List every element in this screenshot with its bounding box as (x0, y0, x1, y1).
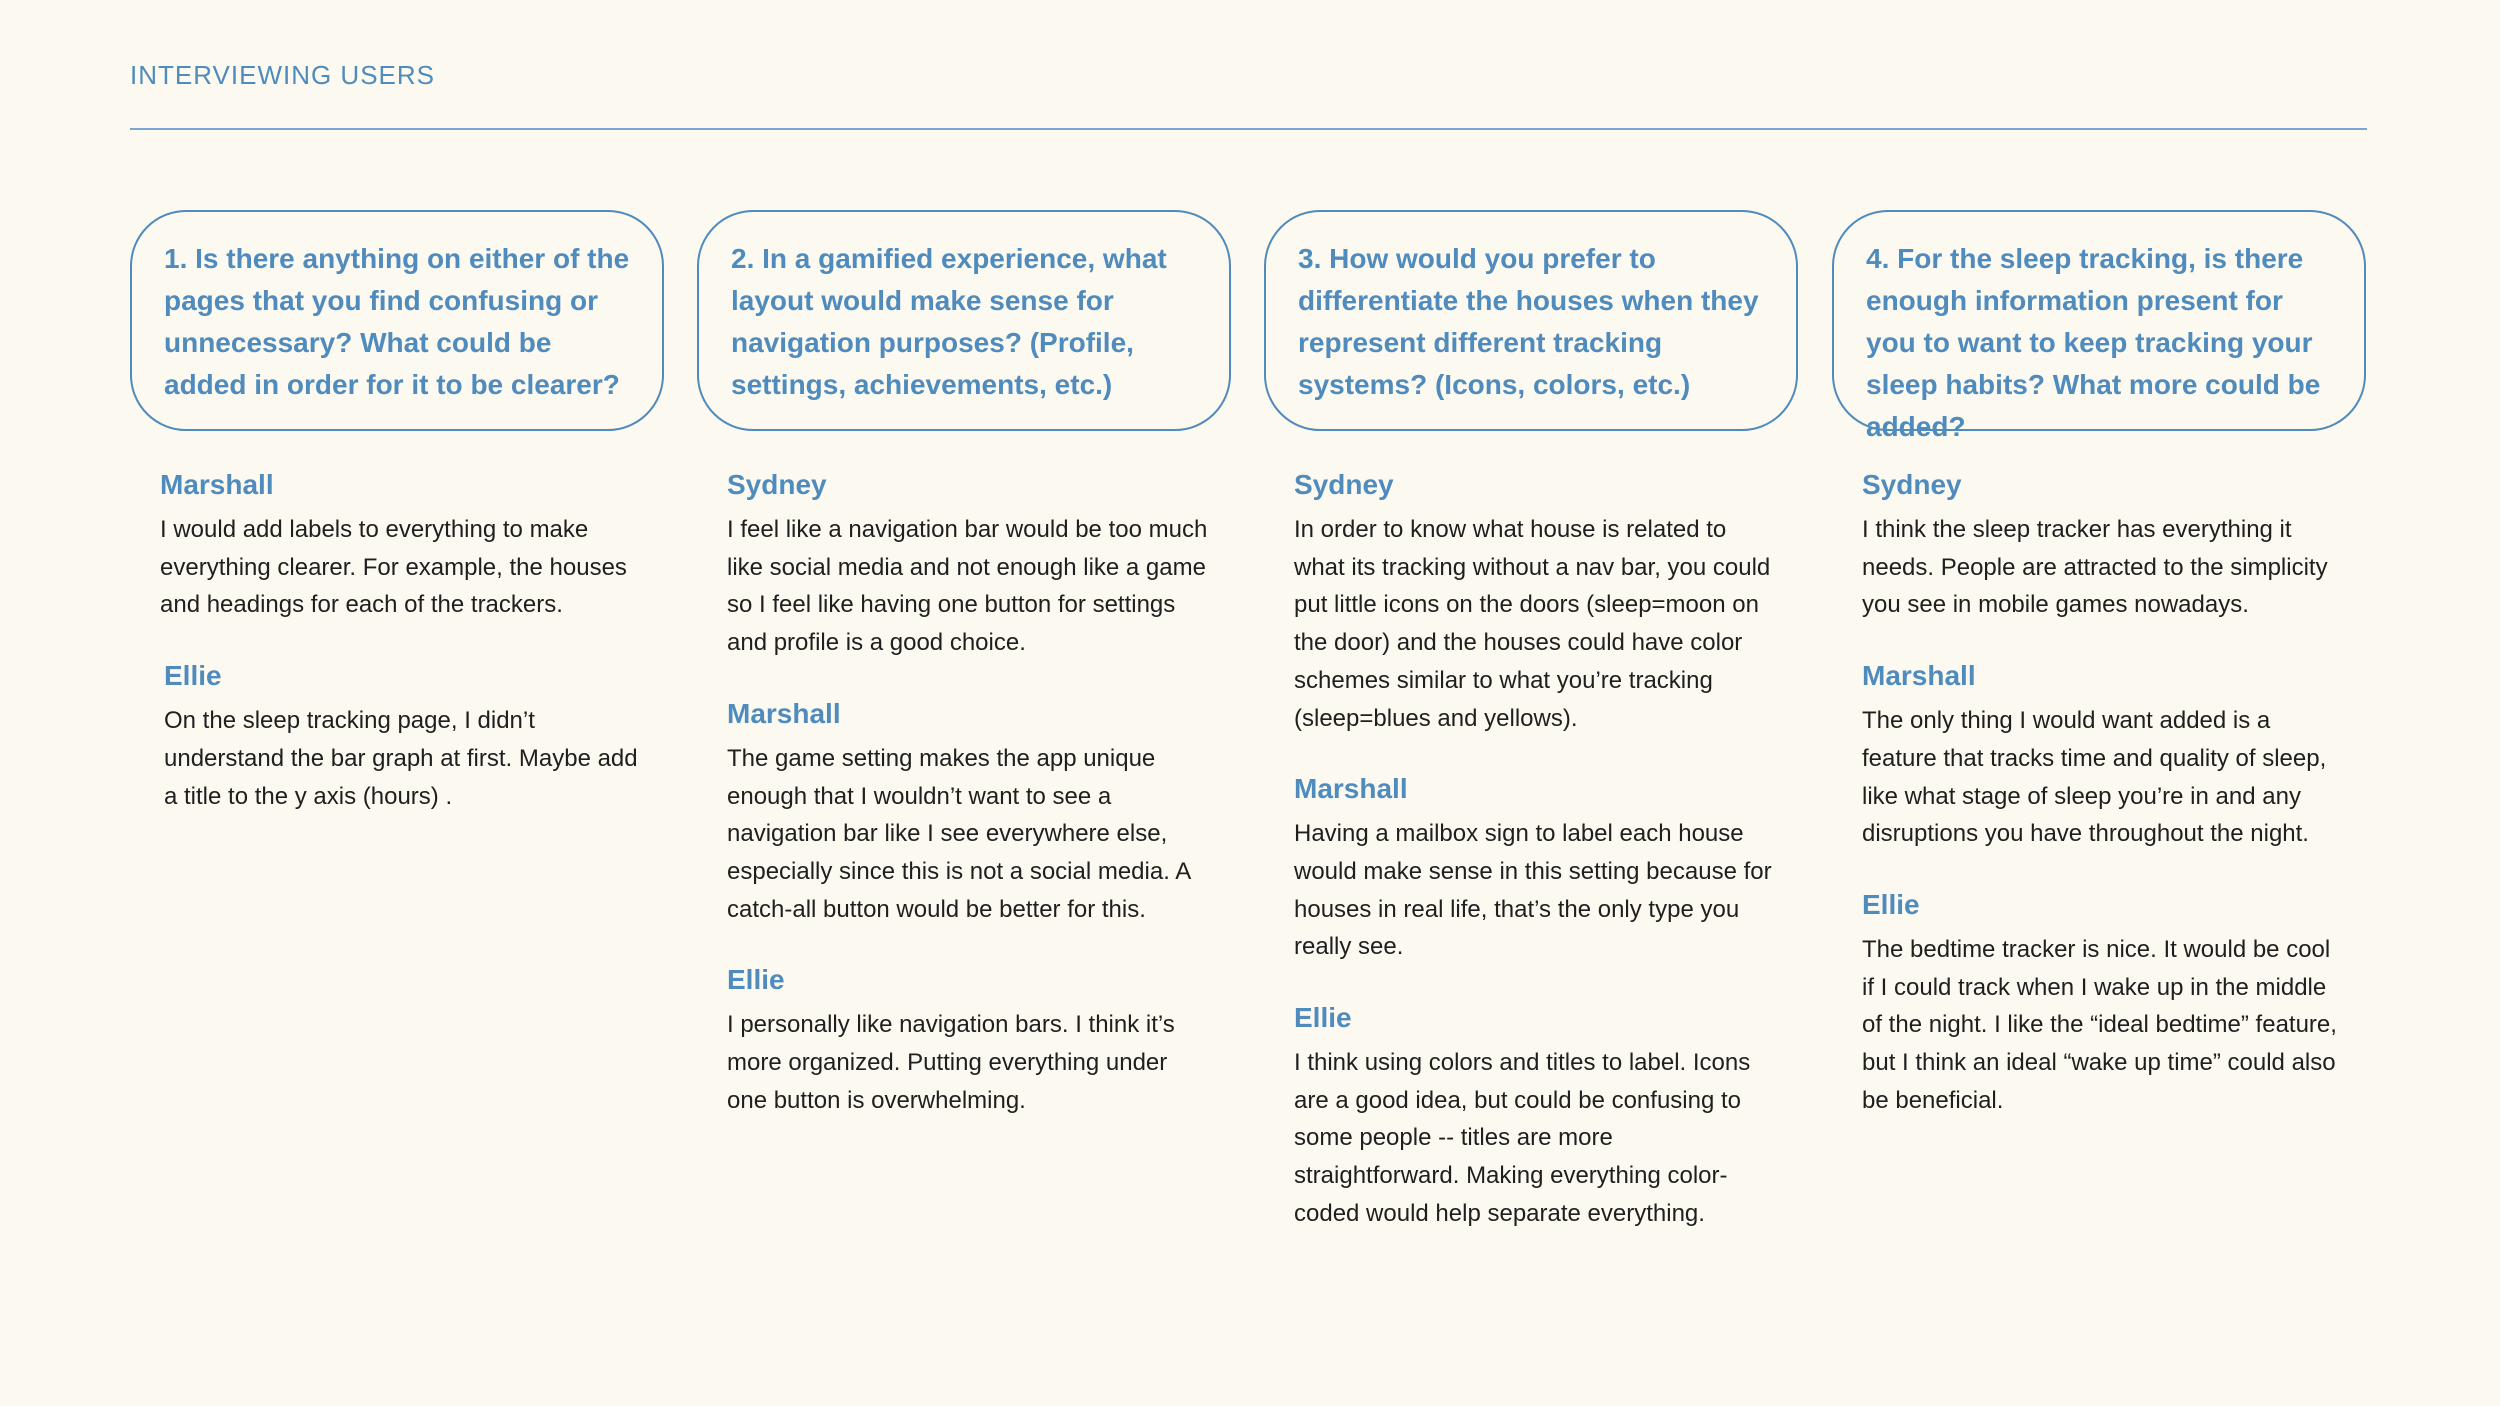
response-text: In order to know what house is related to what its tracking without a nav bar, you could put little icons on the doors (sleep=moon on the door) and the houses could have color schemes similar to what you’re tracking (sleep=blues and yellows). (1294, 516, 1771, 732)
respondent-name: Sydney (727, 469, 827, 500)
question-column-2 (697, 210, 1231, 1153)
question-column-3 (1264, 210, 1798, 1267)
respondent-name: Marshall (727, 697, 841, 729)
respondent-name: Sydney (1862, 469, 1962, 500)
respondent-name: Ellie (1862, 888, 1920, 920)
response-list (1264, 467, 1798, 1233)
response-list (1832, 467, 2366, 1119)
respondent-name: Ellie (1294, 1002, 1352, 1034)
response-text: I would add labels to everything to make everything clearer. For example, the houses and headings for each of the trackers. (160, 516, 627, 619)
response-item (727, 696, 1211, 929)
response-text: I think using colors and titles to label. Icons are a good idea, but could be confusing to some people -- titles are more straightforward. Making everything color-coded would help separate everything. (1294, 1049, 1751, 1227)
response-item (160, 658, 644, 815)
response-item (160, 467, 644, 624)
respondent-name: Ellie (164, 660, 222, 692)
response-item (727, 467, 1211, 662)
response-list (130, 467, 664, 815)
question-column-1 (130, 210, 664, 849)
respondent-name: Marshall (160, 469, 274, 500)
question-card: 1. Is there anything on either of the pages that you find confusing or unnecessary? What could be added in order for it to be clearer? (130, 210, 664, 431)
question-card: 3. How would you prefer to differentiate the houses when they represent different tracking systems? (Icons, colors, etc.) (1264, 210, 1798, 431)
header-divider (130, 128, 2367, 130)
response-item (1294, 1000, 1778, 1233)
response-item (1294, 771, 1778, 966)
response-text: On the sleep tracking page, I didn’t understand the bar graph at first. Maybe add a title to the y axis (hours) . (164, 707, 638, 810)
respondent-name: Marshall (1294, 773, 1408, 805)
response-text: I personally like navigation bars. I think it’s more organized. Putting everything under one button is overwhelming. (727, 1011, 1175, 1114)
response-text: I think the sleep tracker has everything it needs. People are attracted to the simplicity you see in mobile games nowadays. (1862, 516, 2328, 619)
question-column-4 (1832, 210, 2366, 1153)
response-item (1294, 467, 1778, 737)
question-card: 2. In a gamified experience, what layout would make sense for navigation purposes? (Profile, settings, achievements, etc.) (697, 210, 1231, 431)
response-item (1862, 887, 2346, 1120)
response-list (697, 467, 1231, 1119)
respondent-name: Sydney (1294, 469, 1394, 500)
response-text: The only thing I would want added is a feature that tracks time and quality of sleep, like what stage of sleep you’re in and any disruptions you have throughout the night. (1862, 707, 2327, 848)
page-title: INTERVIEWING USERS (130, 60, 436, 90)
response-item (1862, 658, 2346, 853)
respondent-name: Marshall (1862, 660, 1976, 692)
response-text: The game setting makes the app unique enough that I wouldn’t want to see a navigation bar like I see everywhere else, especially since this is not a social media. A catch-all button would be better for this. (727, 744, 1190, 923)
respondent-name: Ellie (727, 964, 785, 996)
response-item (1862, 467, 2346, 624)
response-text: Having a mailbox sign to label each house would make sense in this setting because for houses in real life, that’s the only type you really see. (1294, 820, 1772, 961)
response-item (727, 962, 1211, 1119)
question-card: 4. For the sleep tracking, is there enough information present for you to want to keep tracking your sleep habits? What more could be added? (1832, 210, 2366, 431)
response-text: I feel like a navigation bar would be too much like social media and not enough like a game so I feel like having one button for settings and profile is a good choice. (727, 516, 1208, 657)
response-text: The bedtime tracker is nice. It would be cool if I could track when I wake up in the middle of the night. I like the “ideal bedtime” feature, but I think an ideal “wake up time” could also be beneficial. (1862, 935, 2337, 1114)
